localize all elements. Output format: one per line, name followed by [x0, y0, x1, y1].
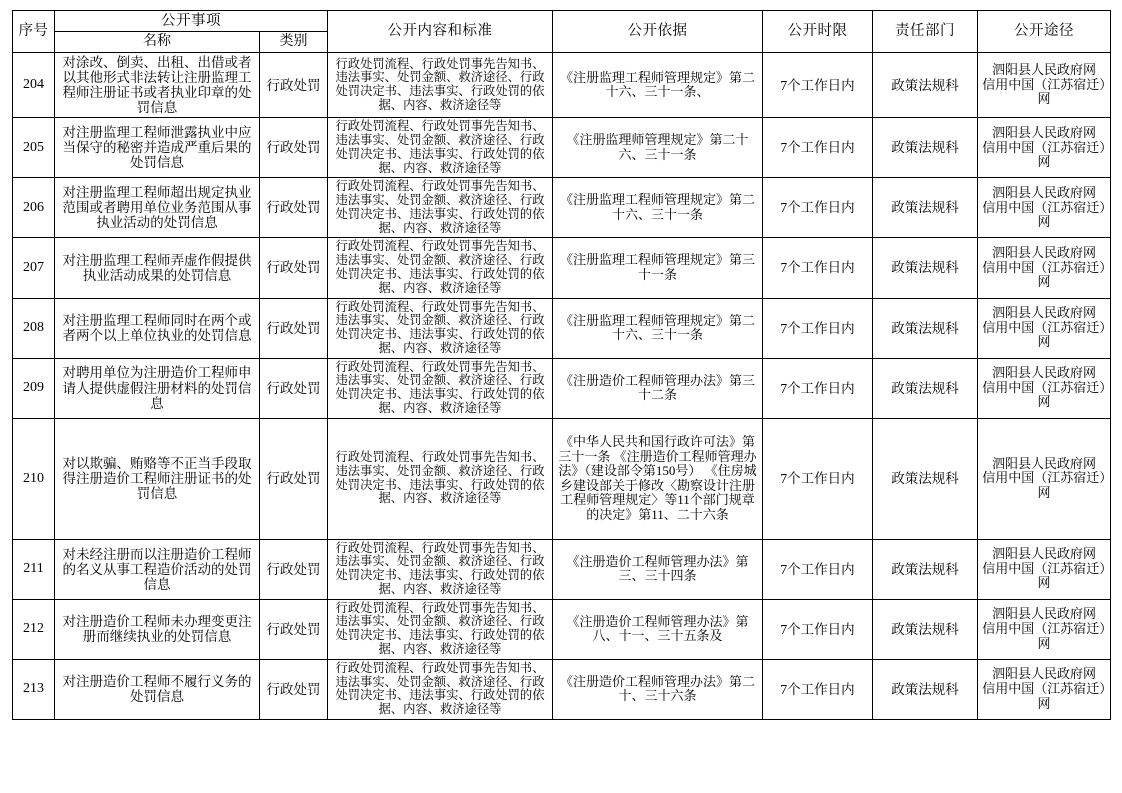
cell-time: 7个工作日内 [763, 599, 873, 659]
column-header-name: 名称 [55, 32, 260, 53]
cell-channel [978, 118, 1111, 178]
cell-content: 行政处罚流程、行政处罚事先告知书、违法事实、处罚金额、救济途径、行政处罚决定书、违法事实、行政处罚的依据、内容、救济途径等 [328, 52, 553, 117]
cell-no: 204 [13, 52, 55, 117]
cell-channel [978, 599, 1111, 659]
table-row [13, 118, 1111, 178]
cell-channel [978, 358, 1111, 418]
cell-type: 行政处罚 [260, 178, 328, 238]
cell-basis: 《中华人民共和国行政许可法》第三十一条 《注册造价工程师管理办法》（建设部令第150号） 《住房城乡建设部关于修改〈勘察设计注册工程师管理规定〉等11个部门规章的决定》第11、二十六条 [553, 418, 763, 539]
channel-line-1: 泗阳县人民政府网 [991, 62, 1096, 78]
channel-line-1: 泗阳县人民政府网 [991, 666, 1096, 682]
table-body [13, 52, 1111, 719]
cell-dept: 政策法规科 [873, 358, 978, 418]
cell-basis: 《注册监理工程师管理规定》第二十六、三十一条 [553, 178, 763, 238]
channel-line-2: 信用中国（江苏宿迁）网 [982, 681, 1106, 711]
table-row [13, 418, 1111, 539]
cell-type: 行政处罚 [260, 418, 328, 539]
cell-no: 207 [13, 238, 55, 298]
cell-name: 对注册造价工程师未办理变更注册而继续执业的处罚信息 [55, 599, 260, 659]
channel-line-2: 信用中国（江苏宿迁）网 [982, 76, 1106, 107]
cell-channel [978, 178, 1111, 238]
channel-line-2: 信用中国（江苏宿迁）网 [982, 560, 1106, 591]
column-header-content: 公开内容和标准 [328, 11, 553, 53]
cell-type: 行政处罚 [260, 52, 328, 117]
table-header-row-1 [13, 11, 1111, 32]
cell-channel [978, 418, 1111, 539]
column-header-no: 序号 [13, 11, 55, 53]
cell-time: 7个工作日内 [763, 418, 873, 539]
cell-time: 7个工作日内 [763, 52, 873, 117]
cell-name: 对注册监理工程师超出规定执业范围或者聘用单位业务范围从事执业活动的处罚信息 [55, 178, 260, 238]
channel-line-1: 泗阳县人民政府网 [991, 455, 1096, 471]
cell-time: 7个工作日内 [763, 178, 873, 238]
cell-content: 行政处罚流程、行政处罚事先告知书、违法事实、处罚金额、救济途径、行政处罚决定书、违法事实、行政处罚的依据、内容、救济途径等 [328, 118, 553, 178]
channel-line-2: 信用中国（江苏宿迁）网 [982, 620, 1106, 651]
cell-dept: 政策法规科 [873, 52, 978, 117]
cell-name: 对聘用单位为注册造价工程师申请人提供虚假注册材料的处罚信息 [55, 358, 260, 418]
table-row [13, 298, 1111, 358]
cell-time: 7个工作日内 [763, 539, 873, 599]
cell-dept: 政策法规科 [873, 238, 978, 298]
channel-line-1: 泗阳县人民政府网 [991, 606, 1096, 622]
cell-name: 对注册监理工程师泄露执业中应当保守的秘密并造成严重后果的处罚信息 [55, 118, 260, 178]
cell-basis: 《注册监理工程师管理规定》第二十六、三十一条、 [553, 52, 763, 117]
cell-no: 208 [13, 298, 55, 358]
cell-dept: 政策法规科 [873, 418, 978, 539]
table-row [13, 178, 1111, 238]
cell-no: 212 [13, 599, 55, 659]
column-header-dept: 责任部门 [873, 11, 978, 53]
column-header-group: 公开事项 [55, 11, 328, 32]
cell-basis: 《注册造价工程师管理办法》第三、三十四条 [553, 539, 763, 599]
column-header-basis: 公开依据 [553, 11, 763, 53]
cell-name: 对以欺骗、贿赂等不正当手段取得注册造价工程师注册证书的处罚信息 [55, 418, 260, 539]
channel-line-1: 泗阳县人民政府网 [991, 185, 1096, 201]
cell-channel [978, 659, 1111, 719]
cell-content: 行政处罚流程、行政处罚事先告知书、违法事实、处罚金额、救济途径、行政处罚决定书、违法事实、行政处罚的依据、内容、救济途径等 [328, 539, 553, 599]
channel-line-2: 信用中国（江苏宿迁）网 [982, 319, 1106, 350]
table-header [13, 11, 1111, 53]
cell-dept: 政策法规科 [873, 178, 978, 238]
cell-basis: 《注册监理工程师管理规定》第三十一条 [553, 238, 763, 298]
column-header-time: 公开时限 [763, 11, 873, 53]
cell-type: 行政处罚 [260, 298, 328, 358]
cell-basis: 《注册监理工程师管理规定》第二十六、三十一条 [553, 298, 763, 358]
cell-name: 对未经注册而以注册造价工程师的名义从事工程造价活动的处罚信息 [55, 539, 260, 599]
cell-name: 对注册造价工程师不履行义务的处罚信息 [55, 659, 260, 719]
cell-type: 行政处罚 [260, 238, 328, 298]
cell-time: 7个工作日内 [763, 238, 873, 298]
channel-line-2: 信用中国（江苏宿迁）网 [982, 259, 1106, 290]
cell-content: 行政处罚流程、行政处罚事先告知书、违法事实、处罚金额、救济途径、行政处罚决定书、违法事实、行政处罚的依据、内容、救济途径等 [328, 358, 553, 418]
cell-time: 7个工作日内 [763, 298, 873, 358]
table-row [13, 238, 1111, 298]
channel-line-1: 泗阳县人民政府网 [991, 125, 1096, 141]
cell-dept: 政策法规科 [873, 539, 978, 599]
channel-line-2: 信用中国（江苏宿迁）网 [982, 470, 1106, 500]
cell-basis: 《注册造价工程师管理办法》第三十二条 [553, 358, 763, 418]
cell-channel [978, 238, 1111, 298]
cell-channel [978, 52, 1111, 117]
cell-no: 209 [13, 358, 55, 418]
table-row [13, 52, 1111, 117]
cell-time: 7个工作日内 [763, 659, 873, 719]
cell-no: 205 [13, 118, 55, 178]
cell-name: 对涂改、倒卖、出租、出借或者以其他形式非法转让注册监理工程师注册证书或者执业印章的处罚信息 [55, 52, 260, 117]
cell-channel [978, 298, 1111, 358]
cell-type: 行政处罚 [260, 358, 328, 418]
channel-line-2: 信用中国（江苏宿迁）网 [982, 139, 1106, 170]
table-row [13, 659, 1111, 719]
cell-content: 行政处罚流程、行政处罚事先告知书、违法事实、处罚金额、救济途径、行政处罚决定书、违法事实、行政处罚的依据、内容、救济途径等 [328, 418, 553, 539]
table-row [13, 539, 1111, 599]
cell-content: 行政处罚流程、行政处罚事先告知书、违法事实、处罚金额、救济途径、行政处罚决定书、违法事实、行政处罚的依据、内容、救济途径等 [328, 238, 553, 298]
cell-basis: 《注册造价工程师管理办法》第二十、三十六条 [553, 659, 763, 719]
cell-content: 行政处罚流程、行政处罚事先告知书、违法事实、处罚金额、救济途径、行政处罚决定书、违法事实、行政处罚的依据、内容、救济途径等 [328, 178, 553, 238]
channel-line-1: 泗阳县人民政府网 [991, 365, 1096, 381]
channel-line-2: 信用中国（江苏宿迁）网 [982, 199, 1106, 230]
channel-line-1: 泗阳县人民政府网 [991, 305, 1096, 321]
cell-basis: 《注册造价工程师管理办法》第八、十一、三十五条及 [553, 599, 763, 659]
cell-no: 211 [13, 539, 55, 599]
cell-dept: 政策法规科 [873, 298, 978, 358]
cell-name: 对注册监理工程师弄虚作假提供执业活动成果的处罚信息 [55, 238, 260, 298]
cell-type: 行政处罚 [260, 539, 328, 599]
table-row [13, 599, 1111, 659]
cell-basis: 《注册监理师管理规定》第二十六、三十一条 [553, 118, 763, 178]
disclosure-table [12, 10, 1111, 720]
cell-dept: 政策法规科 [873, 599, 978, 659]
cell-channel [978, 539, 1111, 599]
channel-line-1: 泗阳县人民政府网 [991, 245, 1096, 261]
cell-content: 行政处罚流程、行政处罚事先告知书、违法事实、处罚金额、救济途径、行政处罚决定书、违法事实、行政处罚的依据、内容、救济途径等 [328, 298, 553, 358]
cell-content: 行政处罚流程、行政处罚事先告知书、违法事实、处罚金额、救济途径、行政处罚决定书、违法事实、行政处罚的依据、内容、救济途径等 [328, 599, 553, 659]
cell-time: 7个工作日内 [763, 358, 873, 418]
channel-line-1: 泗阳县人民政府网 [991, 546, 1096, 562]
cell-type: 行政处罚 [260, 659, 328, 719]
cell-no: 213 [13, 659, 55, 719]
cell-dept: 政策法规科 [873, 118, 978, 178]
cell-name: 对注册监理工程师同时在两个或者两个以上单位执业的处罚信息 [55, 298, 260, 358]
cell-time: 7个工作日内 [763, 118, 873, 178]
table-row [13, 358, 1111, 418]
column-header-channel: 公开途径 [978, 11, 1111, 53]
channel-line-2: 信用中国（江苏宿迁）网 [982, 379, 1106, 410]
cell-dept: 政策法规科 [873, 659, 978, 719]
cell-type: 行政处罚 [260, 118, 328, 178]
cell-no: 206 [13, 178, 55, 238]
cell-type: 行政处罚 [260, 599, 328, 659]
cell-no: 210 [13, 418, 55, 539]
cell-content: 行政处罚流程、行政处罚事先告知书、违法事实、处罚金额、救济途径、行政处罚决定书、违法事实、行政处罚的依据、内容、救济途径等 [328, 659, 553, 719]
column-header-type: 类别 [260, 32, 328, 53]
